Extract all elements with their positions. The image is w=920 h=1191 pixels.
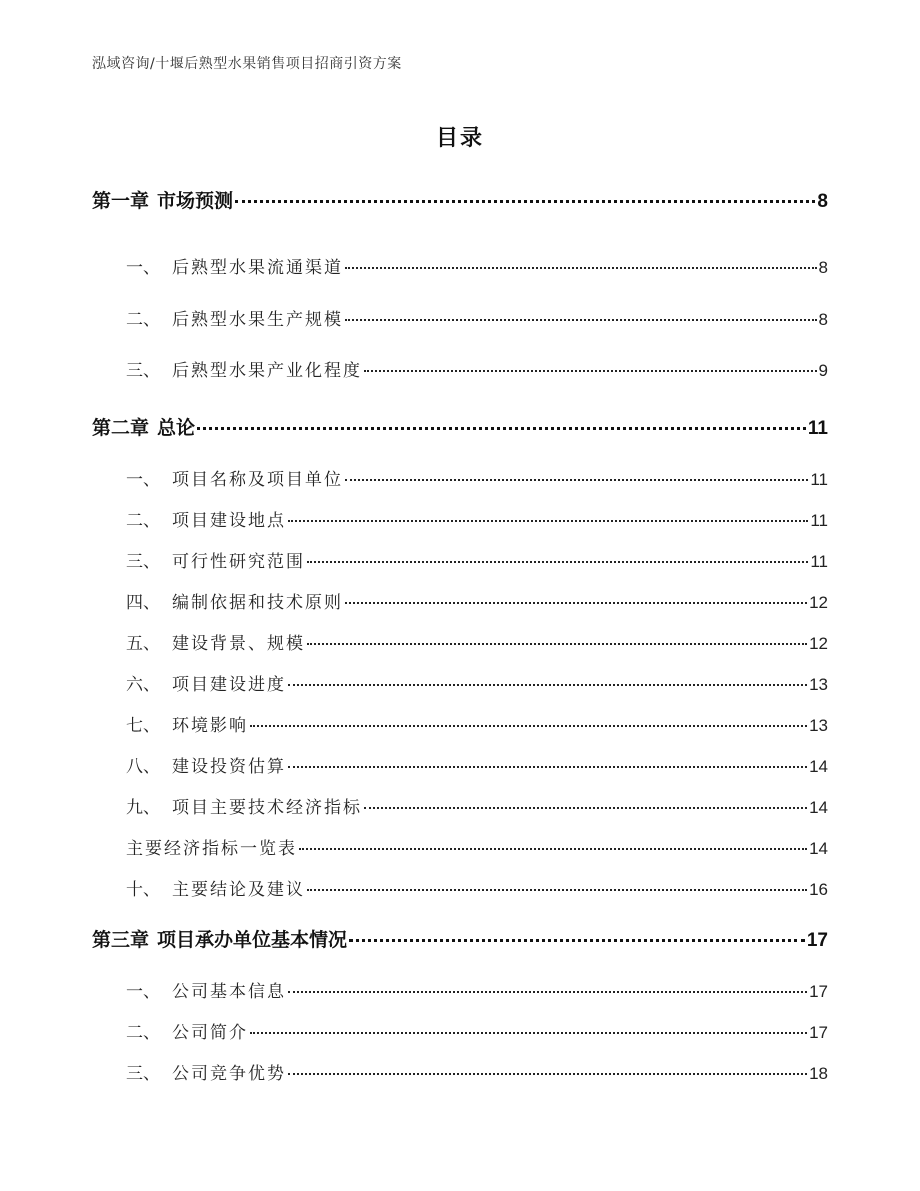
toc-page-number: 12 bbox=[809, 593, 828, 612]
toc-section-2-4[interactable] bbox=[126, 588, 828, 613]
toc-chapter-title: 市场预测 bbox=[157, 190, 234, 212]
toc-leader-dots bbox=[299, 848, 807, 850]
toc-section-label bbox=[126, 977, 286, 1002]
toc-chapter-label bbox=[92, 925, 347, 952]
toc-leader-dots bbox=[250, 1032, 807, 1034]
toc-section-1-3[interactable] bbox=[126, 356, 828, 381]
toc-section-label bbox=[126, 834, 297, 859]
toc-leader-dots bbox=[250, 725, 807, 727]
toc-chapter-2[interactable] bbox=[92, 413, 828, 440]
toc-section-label bbox=[126, 547, 305, 572]
toc-section-number: 一、 bbox=[126, 258, 160, 278]
toc-section-title: 公司基本信息 bbox=[172, 982, 286, 1002]
toc-section-1-2[interactable] bbox=[126, 305, 828, 330]
toc-section-label bbox=[126, 793, 362, 818]
toc-section-2-2[interactable] bbox=[126, 506, 828, 531]
toc-section-number: 三、 bbox=[126, 552, 160, 572]
toc-leader-dots bbox=[288, 1073, 807, 1075]
toc-leader-dots bbox=[345, 479, 808, 481]
toc-leader-dots bbox=[345, 602, 807, 604]
toc-leader-dots bbox=[364, 807, 807, 809]
toc-leader-dots bbox=[364, 370, 817, 372]
toc-section-number: 三、 bbox=[126, 1064, 160, 1084]
toc-page-number: 12 bbox=[809, 634, 828, 653]
page-header: 泓域咨询/十堰后熟型水果销售项目招商引资方案 bbox=[92, 56, 402, 72]
toc-section-title: 项目建设地点 bbox=[172, 511, 286, 531]
toc-section-number: 三、 bbox=[126, 361, 160, 381]
toc-section-label bbox=[126, 670, 286, 695]
toc-page-number: 11 bbox=[810, 470, 828, 489]
toc-section-label bbox=[126, 253, 343, 278]
toc-section-title: 后熟型水果产业化程度 bbox=[172, 361, 362, 381]
toc-chapter-1[interactable] bbox=[92, 186, 828, 213]
toc-page-number: 13 bbox=[809, 716, 828, 735]
toc-chapter-number: 第三章 bbox=[92, 929, 150, 951]
toc-section-title: 后熟型水果流通渠道 bbox=[172, 258, 343, 278]
toc-page-number: 8 bbox=[818, 310, 828, 329]
toc-chapter-label bbox=[92, 186, 233, 213]
toc-section-label bbox=[126, 506, 286, 531]
toc-section-2-10[interactable] bbox=[126, 875, 828, 900]
toc-section-title: 编制依据和技术原则 bbox=[172, 593, 343, 613]
toc-section-number: 九、 bbox=[126, 798, 160, 818]
toc-section-label bbox=[126, 305, 343, 330]
toc-section-title: 环境影响 bbox=[172, 716, 248, 736]
toc-section-3-1[interactable] bbox=[126, 977, 828, 1002]
toc-leader-dots bbox=[235, 200, 815, 203]
toc-chapter-title: 项目承办单位基本情况 bbox=[157, 929, 348, 951]
toc-section-label bbox=[126, 752, 286, 777]
toc-leader-dots bbox=[307, 561, 808, 563]
toc-section-2-6[interactable] bbox=[126, 670, 828, 695]
toc-section-number: 七、 bbox=[126, 716, 160, 736]
page-title: 目录 bbox=[435, 126, 484, 151]
toc-section-label bbox=[126, 875, 305, 900]
toc-section-title: 项目名称及项目单位 bbox=[172, 470, 343, 490]
toc-section-label bbox=[126, 1018, 248, 1043]
toc-page-number: 11 bbox=[810, 552, 828, 571]
toc-section-3-3[interactable] bbox=[126, 1059, 828, 1084]
toc-page-number: 9 bbox=[818, 361, 828, 380]
toc-section-title: 建设投资估算 bbox=[172, 757, 286, 777]
toc-section-label bbox=[126, 356, 362, 381]
toc-section-2-3[interactable] bbox=[126, 547, 828, 572]
toc-page-number: 16 bbox=[809, 880, 828, 899]
toc-section-label bbox=[126, 711, 248, 736]
toc-leader-dots bbox=[288, 520, 808, 522]
toc-chapter-title: 总论 bbox=[157, 417, 196, 439]
toc-section-label bbox=[126, 465, 343, 490]
toc-chapter-number: 第一章 bbox=[92, 190, 150, 212]
toc-leader-dots bbox=[349, 939, 805, 942]
toc-page-number: 17 bbox=[809, 1023, 828, 1042]
toc-page-number: 17 bbox=[809, 982, 828, 1001]
toc-section-title: 公司简介 bbox=[172, 1023, 248, 1043]
toc-section-title: 主要结论及建议 bbox=[172, 880, 305, 900]
toc-section-number: 二、 bbox=[126, 1023, 160, 1043]
toc-section-title: 项目建设进度 bbox=[172, 675, 286, 695]
toc-section-number: 二、 bbox=[126, 310, 160, 330]
toc-page-number: 11 bbox=[807, 418, 828, 439]
toc-section-number: 一、 bbox=[126, 470, 160, 490]
toc-leader-dots bbox=[197, 427, 806, 430]
toc-section-title: 项目主要技术经济指标 bbox=[172, 798, 362, 818]
toc-section-number: 六、 bbox=[126, 675, 160, 695]
toc-leader-dots bbox=[345, 319, 817, 321]
toc-section-title: 公司竞争优势 bbox=[172, 1064, 286, 1084]
toc-section-2-7[interactable] bbox=[126, 711, 828, 736]
toc-leader-dots bbox=[288, 684, 807, 686]
toc-section-title: 可行性研究范围 bbox=[172, 552, 305, 572]
toc-page-number: 18 bbox=[809, 1064, 828, 1083]
toc-section-number: 五、 bbox=[126, 634, 160, 654]
toc-section-2-5[interactable] bbox=[126, 629, 828, 654]
toc-section-2-9[interactable] bbox=[126, 793, 828, 818]
toc-page-number: 8 bbox=[818, 258, 828, 277]
toc-page-number: 14 bbox=[809, 757, 828, 776]
toc-page-number: 13 bbox=[809, 675, 828, 694]
toc-section-1-1[interactable] bbox=[126, 253, 828, 278]
toc-section-number: 八、 bbox=[126, 757, 160, 777]
toc-page-number: 14 bbox=[809, 798, 828, 817]
toc-section-title: 建设背景、规模 bbox=[172, 634, 305, 654]
toc-section-label bbox=[126, 588, 343, 613]
toc-section-label bbox=[126, 1059, 286, 1084]
toc-section-2-8[interactable] bbox=[126, 752, 828, 777]
toc-page-number: 17 bbox=[806, 930, 828, 951]
toc-section-number: 四、 bbox=[126, 593, 160, 613]
toc-section-number: 一、 bbox=[126, 982, 160, 1002]
toc-leader-dots bbox=[288, 991, 807, 993]
toc-leader-dots bbox=[345, 267, 817, 269]
toc-section-title: 主要经济指标一览表 bbox=[126, 839, 297, 859]
toc-leader-dots bbox=[307, 643, 807, 645]
toc-chapter-3[interactable] bbox=[92, 925, 828, 952]
toc-section-number: 二、 bbox=[126, 511, 160, 531]
toc-section-2-1[interactable] bbox=[126, 465, 828, 490]
toc-section-title: 后熟型水果生产规模 bbox=[172, 310, 343, 330]
toc-section-2-table[interactable] bbox=[126, 834, 828, 859]
toc-leader-dots bbox=[307, 889, 807, 891]
toc-chapter-number: 第二章 bbox=[92, 417, 150, 439]
toc-chapter-label bbox=[92, 413, 195, 440]
toc-leader-dots bbox=[288, 766, 807, 768]
toc-section-label bbox=[126, 629, 305, 654]
toc-section-3-2[interactable] bbox=[126, 1018, 828, 1043]
toc-page-number: 11 bbox=[810, 511, 828, 530]
toc-page-number: 14 bbox=[809, 839, 828, 858]
toc-section-number: 十、 bbox=[126, 880, 160, 900]
toc-page-number: 8 bbox=[817, 191, 828, 212]
